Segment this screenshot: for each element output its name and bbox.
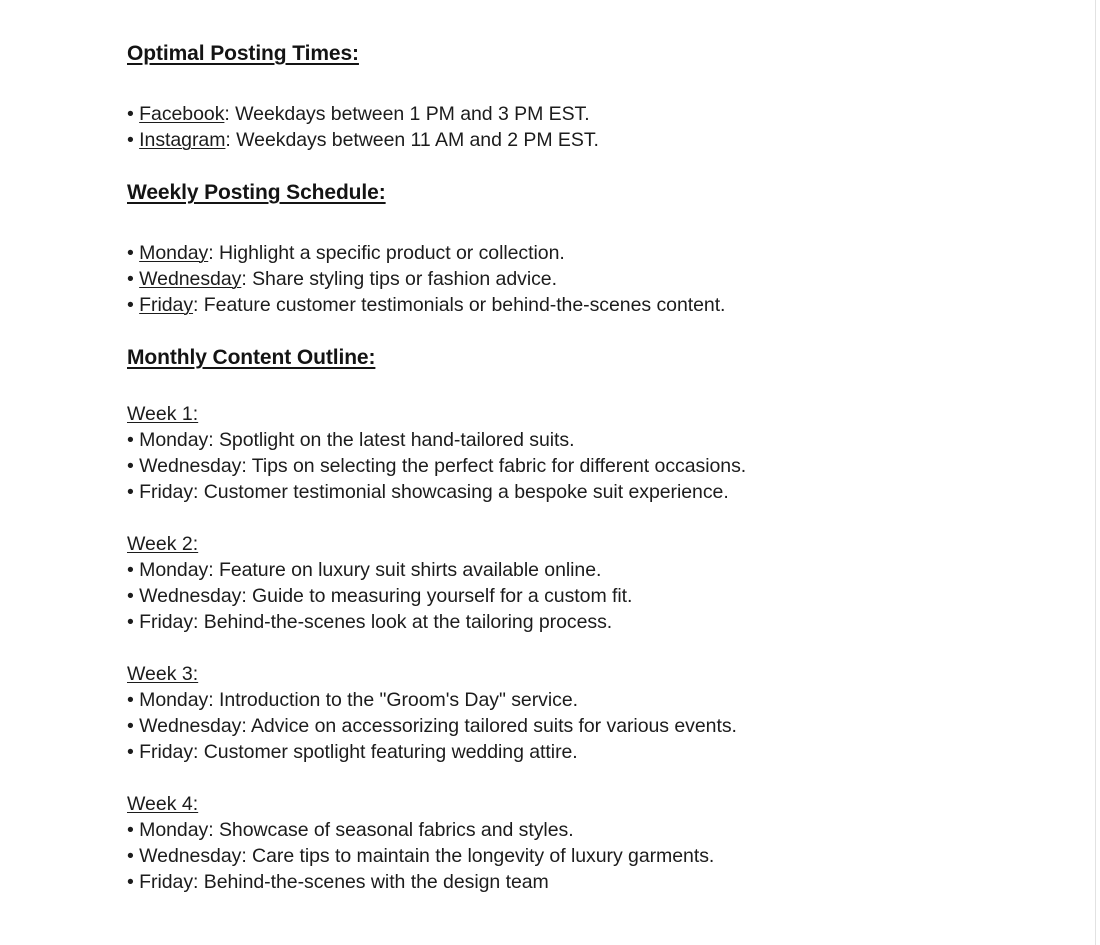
list-item <box>127 240 1027 266</box>
list-item-text: : Weekdays between 1 PM and 3 PM EST. <box>224 103 590 125</box>
week-block-4 <box>127 791 1027 895</box>
section-heading-weekly-posting-schedule: Weekly Posting Schedule: <box>127 181 386 204</box>
list-item: • Wednesday: Advice on accessorizing tailored suits for various events. <box>127 715 737 737</box>
list-item: • Friday: Customer spotlight featuring wedding attire. <box>127 741 578 763</box>
page-edge-line <box>1095 0 1096 945</box>
section-weekly-posting-schedule <box>127 181 1027 318</box>
document-body <box>127 42 1027 895</box>
bullet-icon: • <box>127 129 140 151</box>
list-item-text: : Feature customer testimonials or behind-the-scenes content. <box>193 294 726 316</box>
week-label: Week 1: <box>127 403 199 425</box>
week-block-2 <box>127 531 1027 635</box>
list-item: • Monday: Spotlight on the latest hand-tailored suits. <box>127 429 575 451</box>
bullet-icon: • <box>127 103 140 125</box>
list-item-lead: Facebook <box>139 103 225 125</box>
bullet-icon: • <box>127 268 140 290</box>
list-item <box>127 266 1027 292</box>
list-item: • Monday: Showcase of seasonal fabrics and styles. <box>127 819 574 841</box>
spacer <box>127 635 1027 661</box>
list-item: • Wednesday: Care tips to maintain the longevity of luxury garments. <box>127 845 715 867</box>
list-item: • Friday: Behind-the-scenes with the design team <box>127 871 549 893</box>
spacer <box>127 66 1027 101</box>
section-heading-optimal-posting-times: Optimal Posting Times: <box>127 42 359 65</box>
list-item-lead: Monday <box>139 242 209 264</box>
list-item <box>127 101 1027 127</box>
list-item: • Monday: Feature on luxury suit shirts available online. <box>127 559 602 581</box>
list-item: • Friday: Behind-the-scenes look at the tailoring process. <box>127 611 613 633</box>
list-item-lead: Friday <box>139 294 194 316</box>
spacer <box>127 318 1027 346</box>
list-item: • Wednesday: Tips on selecting the perfect fabric for different occasions. <box>127 455 747 477</box>
list-item-text: : Highlight a specific product or collection. <box>208 242 565 264</box>
list-item: • Wednesday: Guide to measuring yourself for a custom fit. <box>127 585 633 607</box>
list-week-3 <box>127 687 1027 765</box>
list-optimal-posting-times <box>127 101 1027 153</box>
section-monthly-content-outline <box>127 346 1027 895</box>
list-week-1 <box>127 427 1027 505</box>
spacer <box>127 505 1027 531</box>
spacer <box>127 205 1027 240</box>
week-label: Week 3: <box>127 663 199 685</box>
week-block-3 <box>127 661 1027 765</box>
spacer <box>127 153 1027 181</box>
week-label: Week 4: <box>127 793 199 815</box>
list-item-lead: Instagram <box>139 129 226 151</box>
list-item: • Friday: Customer testimonial showcasing a bespoke suit experience. <box>127 481 729 503</box>
spacer <box>127 765 1027 791</box>
list-week-4 <box>127 817 1027 895</box>
list-item <box>127 292 1027 318</box>
bullet-icon: • <box>127 294 140 316</box>
list-item-lead: Wednesday <box>139 268 242 290</box>
spacer <box>127 370 1027 401</box>
week-label: Week 2: <box>127 533 199 555</box>
section-heading-monthly-content-outline: Monthly Content Outline: <box>127 346 376 369</box>
list-item: • Monday: Introduction to the "Groom's Day" service. <box>127 689 578 711</box>
list-item <box>127 127 1027 153</box>
list-week-2 <box>127 557 1027 635</box>
list-item-text: : Share styling tips or fashion advice. <box>241 268 557 290</box>
list-weekly-posting-schedule <box>127 240 1027 318</box>
week-block-1 <box>127 401 1027 505</box>
section-optimal-posting-times <box>127 42 1027 153</box>
list-item-text: : Weekdays between 11 AM and 2 PM EST. <box>225 129 599 151</box>
bullet-icon: • <box>127 242 140 264</box>
